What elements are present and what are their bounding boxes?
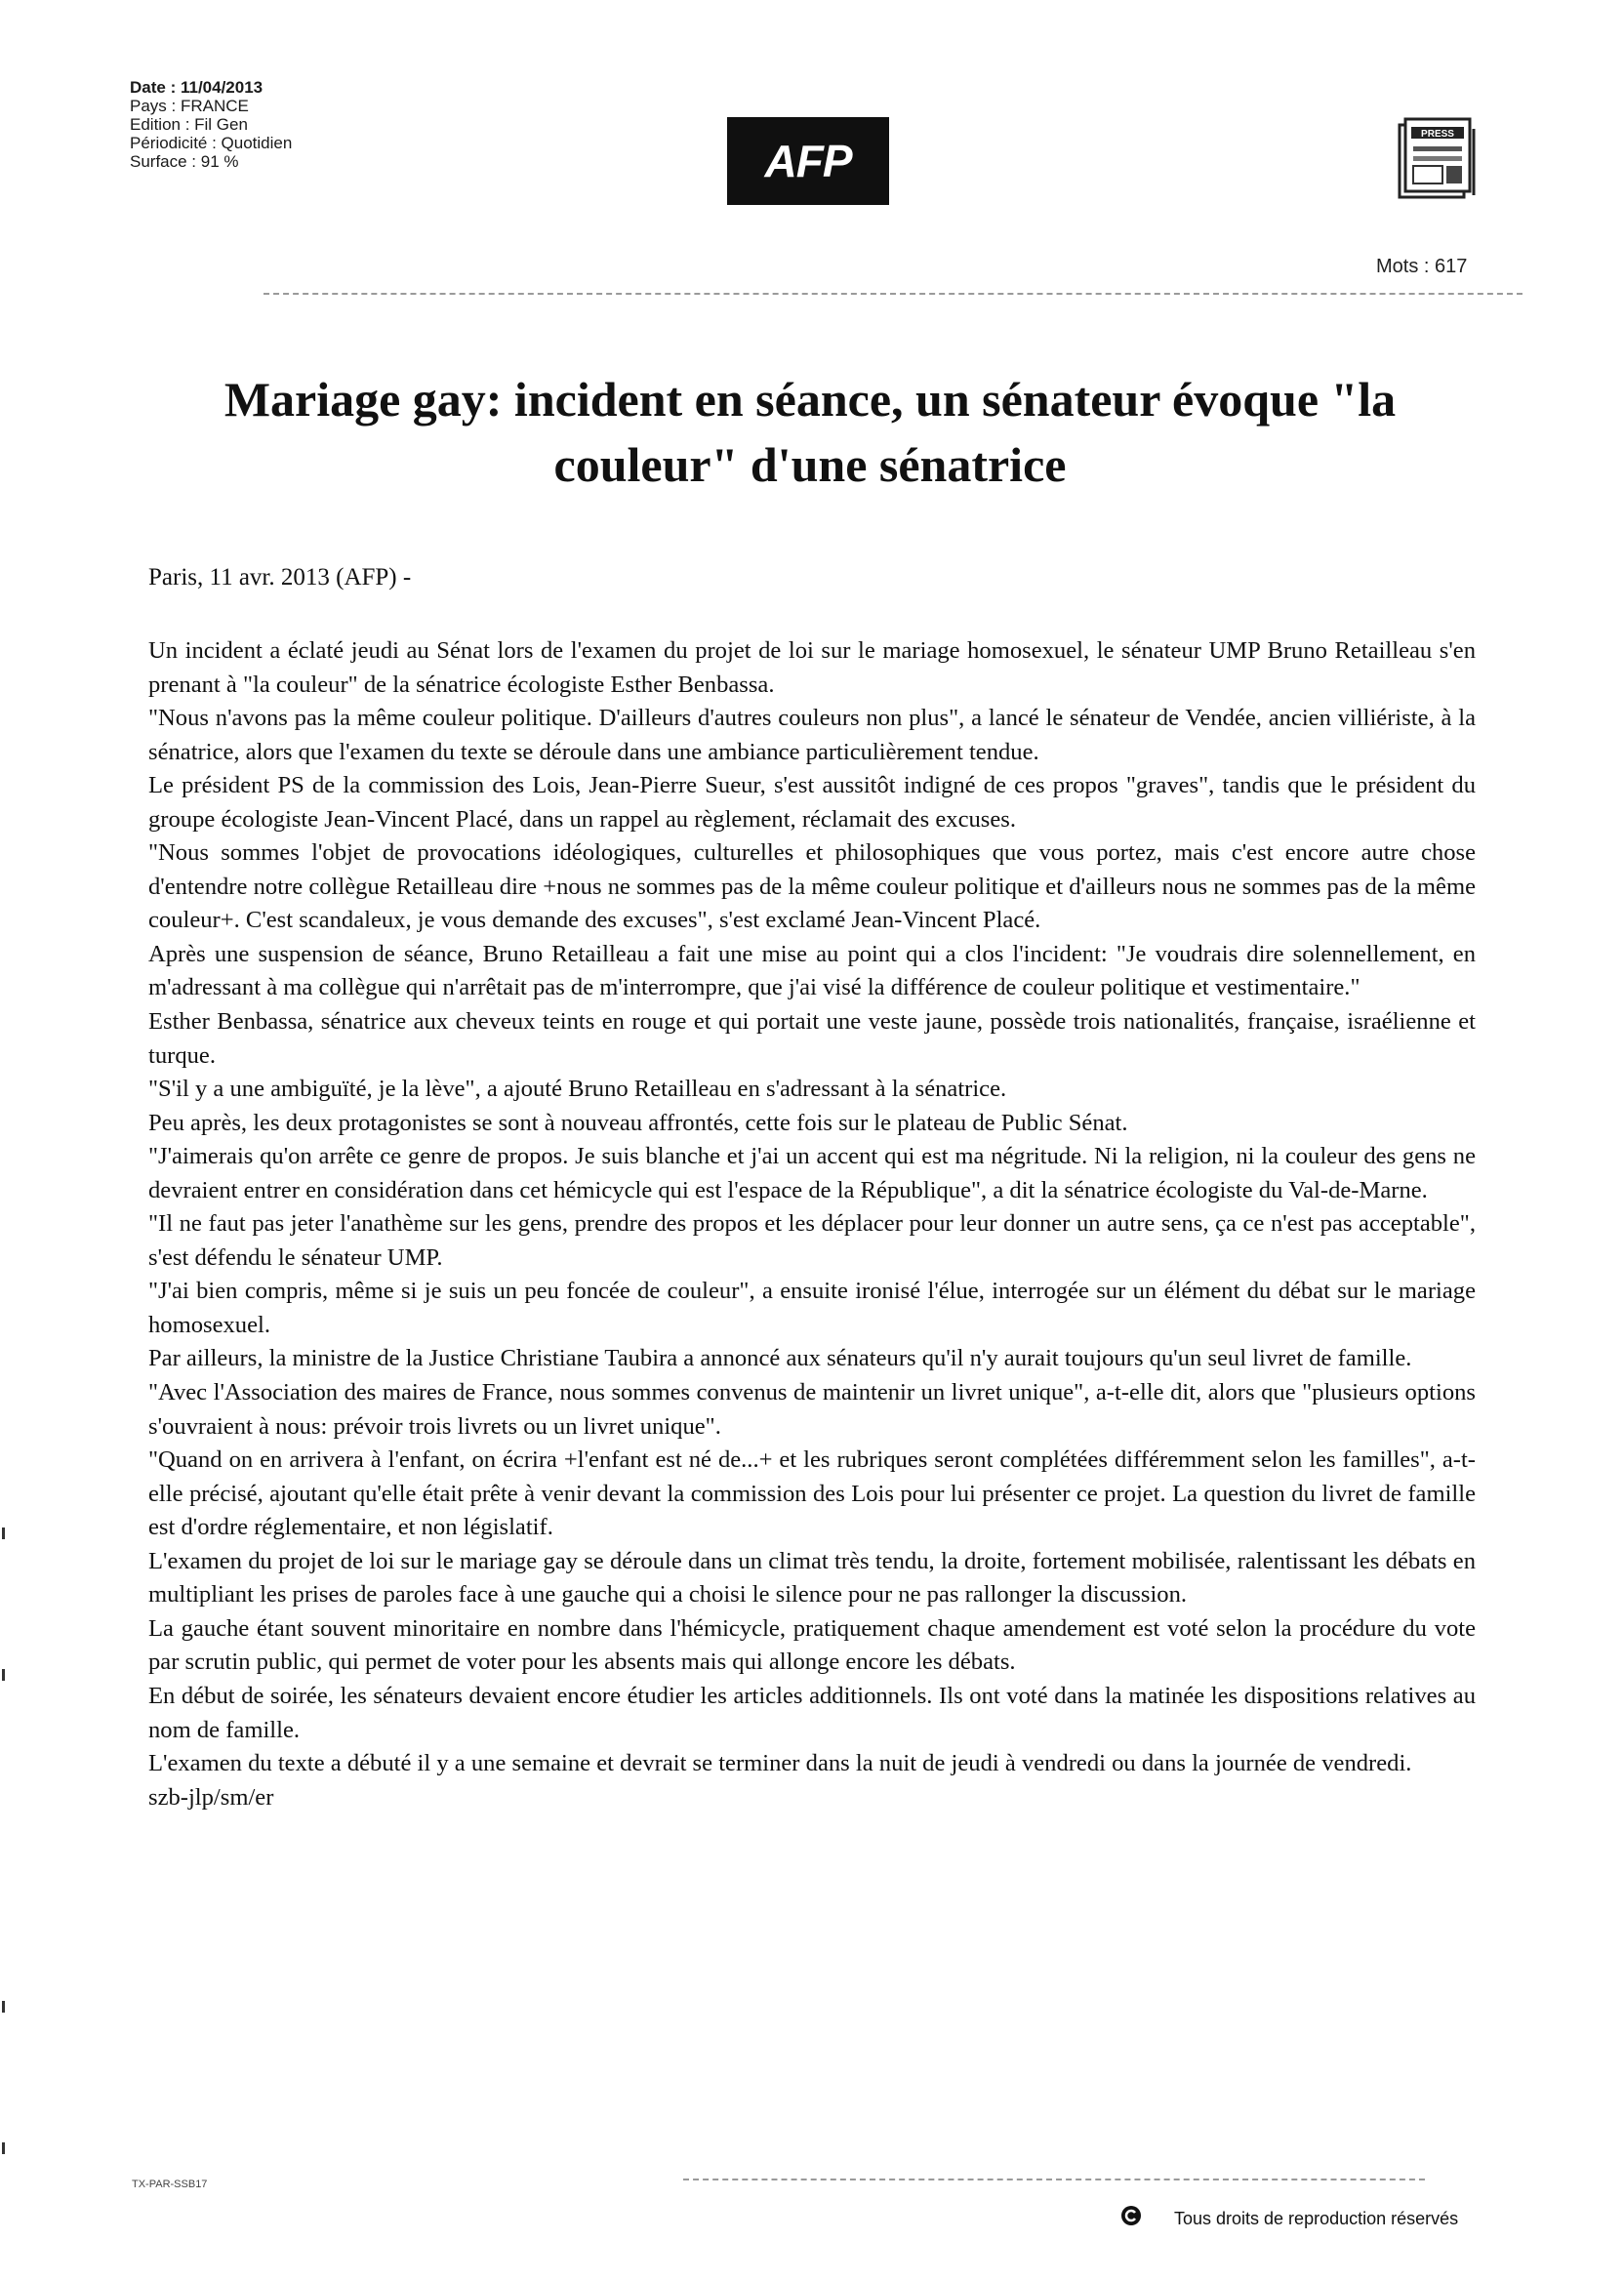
article-paragraph: Esther Benbassa, sénatrice aux cheveux teints en rouge et qui portait une veste jaune, possède trois nationalités, française, israélienne et turque. (148, 1008, 1476, 1069)
press-stamp-icon (1392, 115, 1482, 203)
article-paragraph: La gauche étant souvent minoritaire en nombre dans l'hémicycle, pratiquement chaque amendement est voté selon la procédure du vote par scrutin public, qui permet de voter pour les absents mais qui allonge encore les débats. (148, 1614, 1476, 1676)
afp-logo (727, 117, 889, 205)
article-paragraph: "Nous n'avons pas la même couleur politique. D'ailleurs d'autres couleurs non plus", a lancé le sénateur de Vendée, ancien villiériste, à la sénatrice, alors que l'examen du texte se déroule dans une ambiance particulièrement tendue. (148, 705, 1476, 765)
margin-tick (2, 2142, 5, 2154)
surface-line: Surface : 91 % (130, 152, 239, 171)
copyright-icon (1119, 2204, 1143, 2227)
header-divider (264, 293, 1522, 295)
document-metadata (130, 78, 292, 171)
document-code: TX-PAR-SSB17 (132, 2179, 208, 2190)
afp-logo-text: AFP (764, 136, 852, 186)
rights-notice: Tous droits de reproduction réservés (1174, 2209, 1459, 2228)
margin-tick (2, 1527, 5, 1539)
article-paragraph: En début de soirée, les sénateurs devaient encore étudier les articles additionnels. Ils ont voté dans la matinée les dispositions relatives au nom de famille. (148, 1682, 1476, 1743)
periodicite-line: Périodicité : Quotidien (130, 134, 293, 152)
article-paragraph: "S'il y a une ambiguïté, je la lève", a ajouté Bruno Retailleau en s'adressant à la sénatrice. (148, 1076, 1007, 1103)
margin-tick (2, 2001, 5, 2013)
article-paragraph: "Il ne faut pas jeter l'anathème sur les gens, prendre des propos et les déplacer pour leur donner un autre sens, ça ce n'est pas acceptable", s'est défendu le sénateur UMP. (148, 1210, 1476, 1271)
footer-divider (683, 2179, 1425, 2180)
article-paragraph: "Nous sommes l'objet de provocations idéologiques, culturelles et philosophiques que vous portez, mais c'est encore autre chose d'entendre notre collègue Retailleau dire +nous ne sommes pas de la même couleur politique et d'ailleurs nous ne sommes pas de la même couleur+. C'est scandaleux, je vous demande des excuses", s'est exclamé Jean-Vincent Placé. (148, 839, 1476, 934)
article-title: Mariage gay: incident en séance, un sénateur évoque "la couleur" d'une sénatrice (223, 372, 1397, 492)
date-value: 11/04/2013 (180, 78, 264, 97)
article-paragraph: L'examen du texte a débuté il y a une semaine et devrait se terminer dans la nuit de jeudi à vendredi ou dans la journée de vendredi. (148, 1750, 1412, 1777)
article-dateline: Paris, 11 avr. 2013 (AFP) - (148, 564, 412, 591)
article-paragraph: Le président PS de la commission des Lois, Jean-Pierre Sueur, s'est aussitôt indigné de ces propos "graves", tandis que le président du groupe écologiste Jean-Vincent Placé, dans un rappel au règlement, réclamait des excuses. (148, 772, 1476, 833)
article-paragraph: Peu après, les deux protagonistes se sont à nouveau affrontés, cette fois sur le plateau de Public Sénat. (148, 1109, 1128, 1136)
article-body (148, 634, 1476, 1814)
article-paragraph: Par ailleurs, la ministre de la Justice Christiane Taubira a annoncé aux sénateurs qu'il n'y aurait toujours qu'un seul livret de famille. (148, 1345, 1412, 1372)
word-count: Mots : 617 (1376, 256, 1468, 277)
article-signoff: szb-jlp/sm/er (148, 1783, 274, 1811)
pays-line: Pays : FRANCE (130, 97, 249, 115)
article-paragraph: "Quand on en arrivera à l'enfant, on écrira +l'enfant est né de...+ et les rubriques seront complétées différemment selon les familles", a-t-elle précisé, ajoutant qu'elle était prête à venir devant la commission des Lois pour lui présenter ce projet. La question du livret de famille est d'ordre réglementaire, et non législatif. (148, 1446, 1476, 1541)
article-paragraph: Un incident a éclaté jeudi au Sénat lors de l'examen du projet de loi sur le mariage homosexuel, le sénateur UMP Bruno Retailleau s'en prenant à "la couleur" de la sénatrice écologiste Esther Benbassa. (148, 637, 1476, 698)
article-paragraph: L'examen du projet de loi sur le mariage gay se déroule dans un climat très tendu, la droite, fortement mobilisée, ralentissant les débats en multipliant les prises de paroles face à une gauche qui a choisi le silence pour ne pas rallonger la discussion. (148, 1547, 1476, 1609)
article-paragraph: "J'ai bien compris, même si je suis un peu foncée de couleur", a ensuite ironisé l'élue, interrogée sur un élément du débat sur le mariage homosexuel. (148, 1278, 1476, 1338)
article-paragraph: "Avec l'Association des maires de France, nous sommes convenus de maintenir un livret unique", a-t-elle dit, alors que "plusieurs options s'ouvraient à nous: prévoir trois livrets ou un livret unique". (148, 1379, 1476, 1440)
article-paragraph: "J'aimerais qu'on arrête ce genre de propos. Je suis blanche et j'ai un accent qui est ma négritude. Ni la religion, ni la couleur des gens ne devraient entrer en considération dans cet hémicycle qui est l'espace de la République", a dit la sénatrice écologiste du Val-de-Marne. (148, 1143, 1476, 1203)
article-paragraph: Après une suspension de séance, Bruno Retailleau a fait une mise au point qui a clos l'incident: "Je voudrais dire solennellement, en m'adressant à ma collègue qui n'arrêtait pas de m'interrompre, que j'ai visé la différence de couleur politique et vestimentaire." (148, 940, 1476, 1001)
date-label: Date : (130, 78, 177, 97)
stamp-text: PRESS (1421, 129, 1454, 140)
edition-line: Edition : Fil Gen (130, 115, 248, 134)
margin-tick (2, 1669, 5, 1681)
